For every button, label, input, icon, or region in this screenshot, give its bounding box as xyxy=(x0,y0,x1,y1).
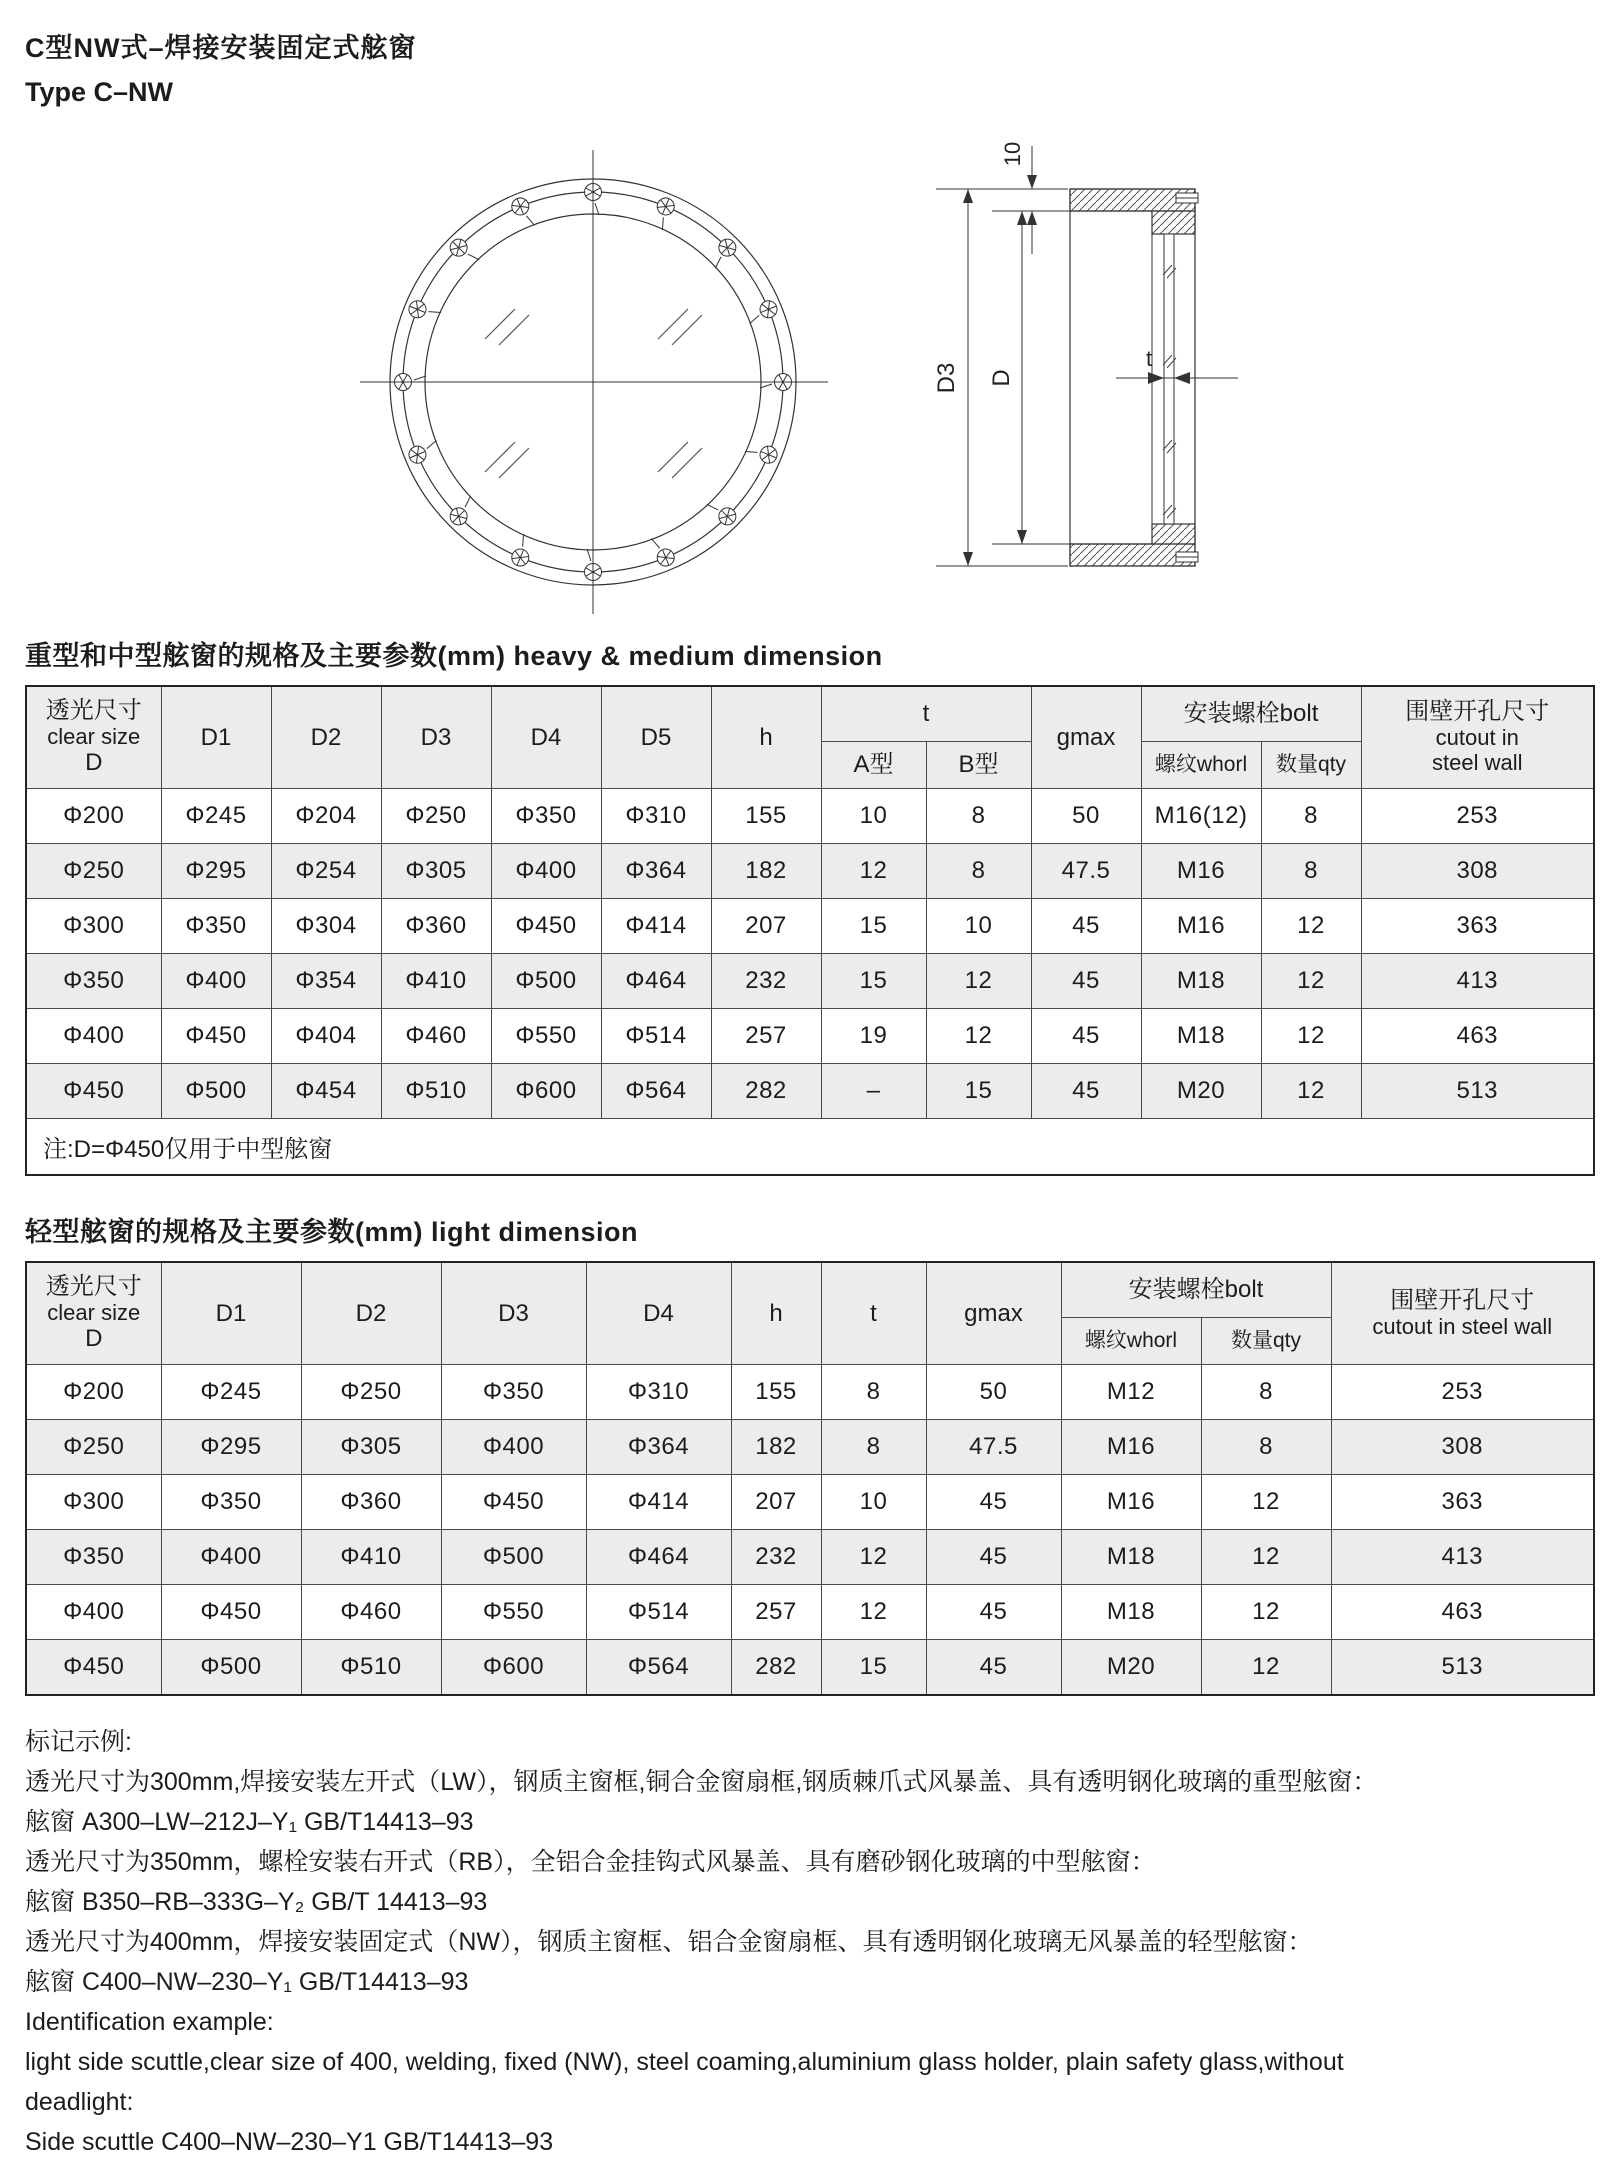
col-t-b: B型 xyxy=(926,742,1031,789)
example-line: deadlight: xyxy=(25,2088,134,2116)
col-d1: D1 xyxy=(161,686,271,789)
table-cell: 182 xyxy=(711,844,821,899)
table-cell: 15 xyxy=(821,899,926,954)
heavy-table-heading: 重型和中型舷窗的规格及主要参数(mm) heavy & medium dimension xyxy=(25,641,883,671)
table-row xyxy=(26,1585,1594,1640)
table-cell: 45 xyxy=(1031,954,1141,1009)
table-cell: 45 xyxy=(1031,1009,1141,1064)
col-whorl: 螺纹whorl xyxy=(1061,1318,1201,1365)
table-cell: 19 xyxy=(821,1009,926,1064)
table-cell: Φ350 xyxy=(161,899,271,954)
col-h: h xyxy=(711,686,821,789)
table-cell: Φ514 xyxy=(601,1009,711,1064)
table-cell: 15 xyxy=(926,1064,1031,1119)
table-cell: 10 xyxy=(821,789,926,844)
table-cell: Φ310 xyxy=(586,1365,731,1420)
table-cell: 15 xyxy=(821,1640,926,1696)
table-cell: Φ350 xyxy=(26,954,161,1009)
table-cell: Φ250 xyxy=(26,1420,161,1475)
page-title: C型NW式–焊接安装固定式舷窗 xyxy=(25,33,417,63)
table-cell: Φ450 xyxy=(161,1585,301,1640)
table-cell: Φ464 xyxy=(601,954,711,1009)
col-bolt-group: 安装螺栓bolt xyxy=(1061,1262,1331,1318)
table-cell: Φ400 xyxy=(26,1585,161,1640)
dim-label-d: D xyxy=(988,369,1015,387)
table-cell: Φ500 xyxy=(161,1064,271,1119)
table-cell: 155 xyxy=(711,789,821,844)
table-cell: 45 xyxy=(926,1530,1061,1585)
table-cell: Φ254 xyxy=(271,844,381,899)
table-row xyxy=(26,1009,1594,1064)
col-h: h xyxy=(731,1262,821,1365)
table-cell: 363 xyxy=(1331,1475,1594,1530)
table-cell: Φ564 xyxy=(601,1064,711,1119)
table-cell: Φ500 xyxy=(441,1530,586,1585)
table-cell: Φ250 xyxy=(26,844,161,899)
dim-label-10: 10 xyxy=(1000,141,1025,167)
table-cell: Φ364 xyxy=(586,1420,731,1475)
table-cell: 413 xyxy=(1361,954,1594,1009)
table-cell: Φ500 xyxy=(491,954,601,1009)
identification-examples xyxy=(25,1722,1594,2162)
table-cell: 282 xyxy=(711,1064,821,1119)
table-cell: 282 xyxy=(731,1640,821,1696)
table-cell: Φ245 xyxy=(161,789,271,844)
table-cell: M12 xyxy=(1061,1365,1201,1420)
example-line: 舷窗 B350–RB–333G–Y₂ GB/T 14413–93 xyxy=(25,1888,488,1916)
table-cell: Φ414 xyxy=(601,899,711,954)
table-cell: 12 xyxy=(1261,1009,1361,1064)
light-table xyxy=(25,1261,1595,1696)
table-cell: Φ450 xyxy=(26,1064,161,1119)
table-cell: 413 xyxy=(1331,1530,1594,1585)
example-line: 透光尺寸为400mm，焊接安装固定式（NW），钢质主窗框、铝合金窗扇框、具有透明钢化玻璃无风暴盖的轻型舷窗： xyxy=(25,1928,1313,1956)
col-qty: 数量qty xyxy=(1261,742,1361,789)
table-cell: M18 xyxy=(1141,1009,1261,1064)
example-line: light side scuttle,clear size of 400, welding, fixed (NW), steel coaming,aluminium glass holder, plain safety glass,without xyxy=(25,2048,1344,2076)
table-cell: 45 xyxy=(926,1475,1061,1530)
table-cell: 155 xyxy=(731,1365,821,1420)
table-note: 注:D=Φ450仅用于中型舷窗 xyxy=(26,1119,1594,1176)
table-cell: 207 xyxy=(731,1475,821,1530)
table-cell: Φ450 xyxy=(491,899,601,954)
page-subtitle: Type C–NW xyxy=(25,77,174,107)
table-cell: Φ410 xyxy=(301,1530,441,1585)
table-cell: 182 xyxy=(731,1420,821,1475)
example-line: 舷窗 C400–NW–230–Y₁ GB/T14413–93 xyxy=(25,1968,469,1996)
table-cell: 232 xyxy=(731,1530,821,1585)
table-cell: 45 xyxy=(926,1585,1061,1640)
table-cell: 232 xyxy=(711,954,821,1009)
col-cutout: 围壁开孔尺寸 cutout in steel wall xyxy=(1331,1262,1594,1365)
table-cell: 50 xyxy=(926,1365,1061,1420)
table-cell: Φ245 xyxy=(161,1365,301,1420)
col-t-group: t xyxy=(821,686,1031,742)
table-cell: 15 xyxy=(821,954,926,1009)
table-cell: Φ500 xyxy=(161,1640,301,1696)
table-cell: 12 xyxy=(1201,1640,1331,1696)
table-cell: M18 xyxy=(1141,954,1261,1009)
table-cell: Φ450 xyxy=(26,1640,161,1696)
table-cell: Φ350 xyxy=(161,1475,301,1530)
col-gmax: gmax xyxy=(1031,686,1141,789)
example-line: Side scuttle C400–NW–230–Y1 GB/T14413–93 xyxy=(25,2128,554,2156)
table-cell: Φ295 xyxy=(161,1420,301,1475)
porthole-section-view xyxy=(933,142,1238,566)
table-cell: Φ510 xyxy=(301,1640,441,1696)
col-d1: D1 xyxy=(161,1262,301,1365)
table-row xyxy=(26,844,1594,899)
table-cell: Φ464 xyxy=(586,1530,731,1585)
table-cell: Φ550 xyxy=(491,1009,601,1064)
table-cell: M20 xyxy=(1141,1064,1261,1119)
table-cell: Φ305 xyxy=(301,1420,441,1475)
table-cell: 12 xyxy=(926,1009,1031,1064)
table-cell: Φ300 xyxy=(26,1475,161,1530)
table-cell: Φ450 xyxy=(161,1009,271,1064)
col-d4: D4 xyxy=(491,686,601,789)
table-cell: Φ600 xyxy=(491,1064,601,1119)
table-cell: 8 xyxy=(1261,844,1361,899)
example-line: 透光尺寸为300mm,焊接安装左开式（LW），钢质主窗框,铜合金窗扇框,钢质棘爪式风暴盖、具有透明钢化玻璃的重型舷窗： xyxy=(25,1768,1378,1796)
col-d3: D3 xyxy=(381,686,491,789)
table-cell: Φ460 xyxy=(301,1585,441,1640)
table-cell: M20 xyxy=(1061,1640,1201,1696)
table-cell: 8 xyxy=(821,1365,926,1420)
table-cell: 12 xyxy=(1261,899,1361,954)
table-cell: Φ354 xyxy=(271,954,381,1009)
table-cell: M16 xyxy=(1141,899,1261,954)
table-cell: 257 xyxy=(731,1585,821,1640)
table-cell: M18 xyxy=(1061,1585,1201,1640)
table-row xyxy=(26,899,1594,954)
table-row xyxy=(26,1530,1594,1585)
table-cell: 12 xyxy=(1201,1530,1331,1585)
table-row xyxy=(26,954,1594,1009)
table-cell: 12 xyxy=(926,954,1031,1009)
table-cell: 8 xyxy=(1201,1365,1331,1420)
table-cell: 12 xyxy=(821,1530,926,1585)
table-cell: Φ310 xyxy=(601,789,711,844)
col-t: t xyxy=(821,1262,926,1365)
dim-label-d3: D3 xyxy=(933,362,960,394)
col-gmax: gmax xyxy=(926,1262,1061,1365)
table-cell: Φ360 xyxy=(381,899,491,954)
col-d2: D2 xyxy=(301,1262,441,1365)
table-cell: Φ300 xyxy=(26,899,161,954)
table-cell: Φ400 xyxy=(441,1420,586,1475)
table-cell: Φ400 xyxy=(161,954,271,1009)
table-cell: Φ200 xyxy=(26,789,161,844)
table-row xyxy=(26,1640,1594,1696)
drawing-band xyxy=(0,108,1619,608)
table-cell: Φ460 xyxy=(381,1009,491,1064)
col-d3: D3 xyxy=(441,1262,586,1365)
col-d5: D5 xyxy=(601,686,711,789)
table-cell: 12 xyxy=(821,844,926,899)
col-clear-size: 透光尺寸 clear size D xyxy=(26,686,161,789)
example-line: 标记示例: xyxy=(25,1728,132,1756)
col-cutout: 围壁开孔尺寸 cutout in steel wall xyxy=(1361,686,1594,789)
table-cell: 8 xyxy=(1201,1420,1331,1475)
table-cell: 12 xyxy=(1201,1475,1331,1530)
table-cell: 308 xyxy=(1331,1420,1594,1475)
table-row xyxy=(26,1365,1594,1420)
porthole-front-view xyxy=(360,150,828,614)
heavy-medium-table xyxy=(25,685,1595,1176)
example-line: Identification example: xyxy=(25,2008,274,2036)
table-cell: Φ200 xyxy=(26,1365,161,1420)
table-cell: M16 xyxy=(1141,844,1261,899)
table-cell: 12 xyxy=(1201,1585,1331,1640)
table-cell: Φ350 xyxy=(26,1530,161,1585)
table-cell: 463 xyxy=(1331,1585,1594,1640)
table-cell: Φ295 xyxy=(161,844,271,899)
light-table-heading: 轻型舷窗的规格及主要参数(mm) light dimension xyxy=(25,1217,638,1247)
table-note-row xyxy=(26,1119,1594,1176)
table-cell: Φ510 xyxy=(381,1064,491,1119)
dim-label-t: t xyxy=(1145,346,1153,371)
table-cell: Φ204 xyxy=(271,789,381,844)
table-cell: 513 xyxy=(1361,1064,1594,1119)
table-cell: 12 xyxy=(821,1585,926,1640)
table-cell: Φ454 xyxy=(271,1064,381,1119)
catalog-page xyxy=(0,26,1619,2156)
table-cell: Φ400 xyxy=(491,844,601,899)
table-cell: Φ360 xyxy=(301,1475,441,1530)
table-row xyxy=(26,789,1594,844)
table-cell: Φ404 xyxy=(271,1009,381,1064)
table-row xyxy=(26,1064,1594,1119)
table-cell: Φ304 xyxy=(271,899,381,954)
table-cell: 257 xyxy=(711,1009,821,1064)
table-row xyxy=(26,1475,1594,1530)
table-row xyxy=(26,1420,1594,1475)
col-d4: D4 xyxy=(586,1262,731,1365)
table-cell: 45 xyxy=(1031,1064,1141,1119)
table-cell: M18 xyxy=(1061,1530,1201,1585)
table-cell: Φ364 xyxy=(601,844,711,899)
table-cell: Φ305 xyxy=(381,844,491,899)
table-cell: Φ450 xyxy=(441,1475,586,1530)
table-cell: 8 xyxy=(821,1420,926,1475)
table-cell: 463 xyxy=(1361,1009,1594,1064)
table-cell: 47.5 xyxy=(1031,844,1141,899)
table-cell: Φ564 xyxy=(586,1640,731,1696)
col-t-a: A型 xyxy=(821,742,926,789)
table-cell: 363 xyxy=(1361,899,1594,954)
col-bolt-group: 安装螺栓bolt xyxy=(1141,686,1361,742)
table-cell: M16 xyxy=(1061,1475,1201,1530)
table-cell: Φ400 xyxy=(161,1530,301,1585)
table-cell: 10 xyxy=(821,1475,926,1530)
col-whorl: 螺纹whorl xyxy=(1141,742,1261,789)
table-cell: 12 xyxy=(1261,954,1361,1009)
table-cell: 253 xyxy=(1361,789,1594,844)
table-cell: 47.5 xyxy=(926,1420,1061,1475)
table-cell: Φ350 xyxy=(441,1365,586,1420)
table-cell: Φ550 xyxy=(441,1585,586,1640)
example-line: 舷窗 A300–LW–212J–Y₁ GB/T14413–93 xyxy=(25,1808,474,1836)
table-cell: Φ600 xyxy=(441,1640,586,1696)
table-cell: 45 xyxy=(1031,899,1141,954)
table-cell: Φ400 xyxy=(26,1009,161,1064)
table-cell: 10 xyxy=(926,899,1031,954)
technical-drawing xyxy=(280,114,1260,619)
table-cell: 8 xyxy=(926,789,1031,844)
table-cell: 12 xyxy=(1261,1064,1361,1119)
col-qty: 数量qty xyxy=(1201,1318,1331,1365)
table-cell: 8 xyxy=(926,844,1031,899)
table-cell: 253 xyxy=(1331,1365,1594,1420)
col-d2: D2 xyxy=(271,686,381,789)
col-clear-size: 透光尺寸 clear size D xyxy=(26,1262,161,1365)
table-cell: M16(12) xyxy=(1141,789,1261,844)
table-cell: Φ250 xyxy=(381,789,491,844)
table-cell: 45 xyxy=(926,1640,1061,1696)
table-cell: Φ350 xyxy=(491,789,601,844)
table-cell: 207 xyxy=(711,899,821,954)
table-cell: 308 xyxy=(1361,844,1594,899)
table-cell: Φ414 xyxy=(586,1475,731,1530)
table-cell: M16 xyxy=(1061,1420,1201,1475)
table-cell: 8 xyxy=(1261,789,1361,844)
table-cell: Φ250 xyxy=(301,1365,441,1420)
table-cell: Φ514 xyxy=(586,1585,731,1640)
table-cell: 513 xyxy=(1331,1640,1594,1696)
table-cell: – xyxy=(821,1064,926,1119)
table-cell: Φ410 xyxy=(381,954,491,1009)
table-cell: 50 xyxy=(1031,789,1141,844)
example-line: 透光尺寸为350mm，螺栓安装右开式（RB），全铝合金挂钩式风暴盖、具有磨砂钢化玻璃的中型舷窗： xyxy=(25,1848,1156,1876)
